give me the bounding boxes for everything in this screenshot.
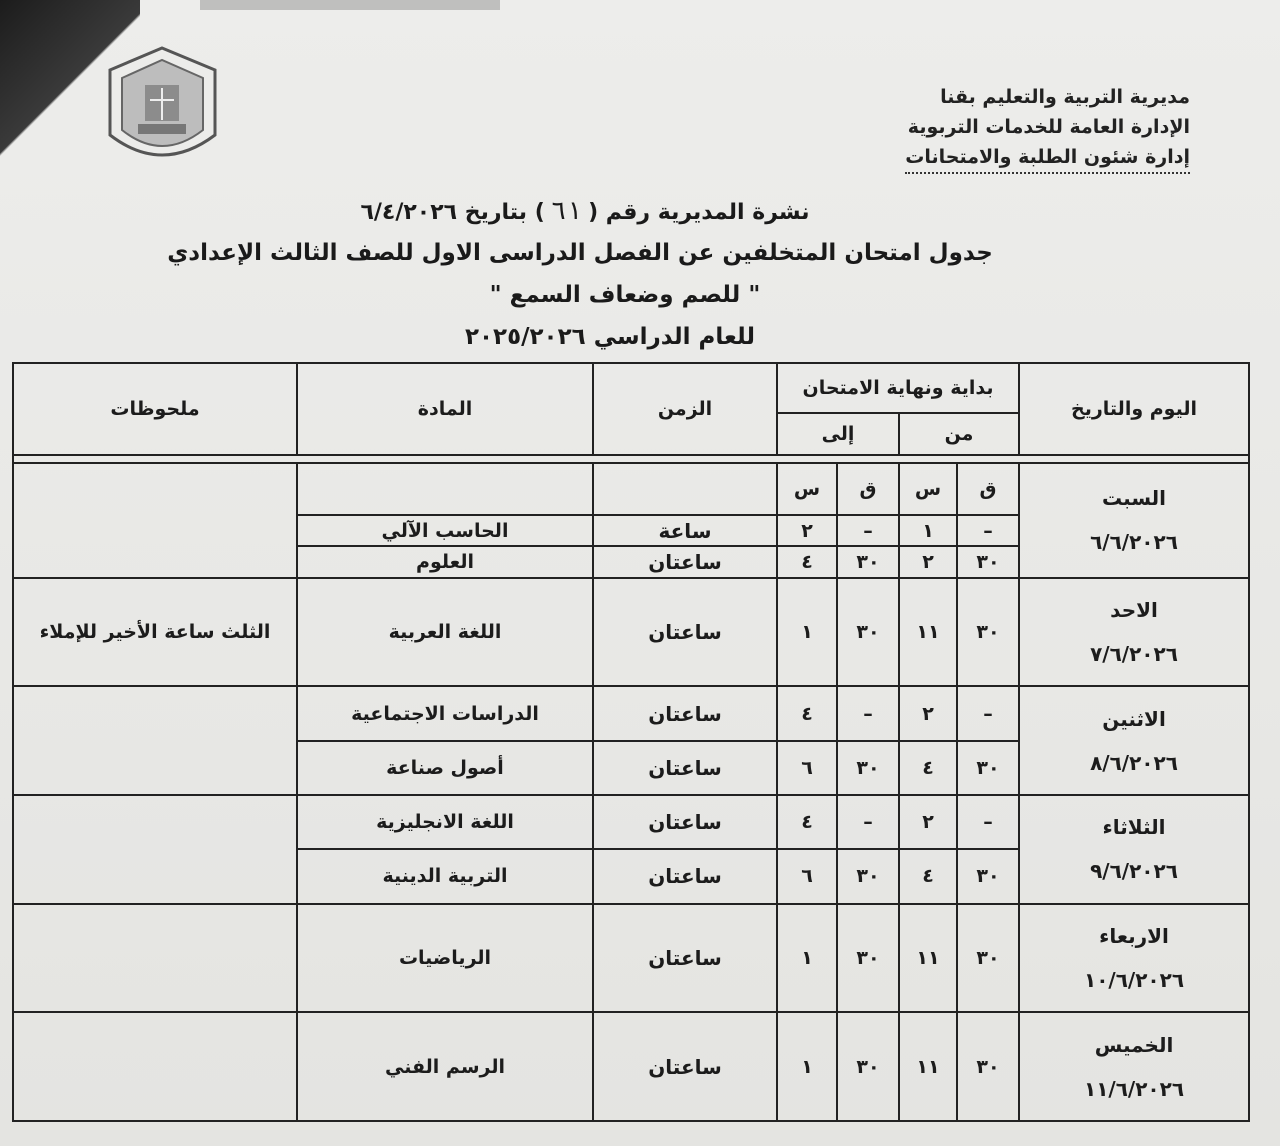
to-hour: ٤ — [777, 546, 837, 577]
notes-cell — [13, 904, 297, 1013]
table-row — [13, 1012, 1249, 1121]
header-start-end: بداية ونهاية الامتحان — [777, 363, 1019, 413]
to-hour: ٦ — [777, 849, 837, 903]
from-minute: ٣٠ — [957, 741, 1019, 795]
header-to: إلى — [777, 413, 899, 455]
duration-cell: ساعتان — [593, 1012, 777, 1121]
header-duration: الزمن — [593, 363, 777, 455]
notes-cell — [13, 795, 297, 904]
table-row — [13, 904, 1249, 1013]
bulletin-number: ٦١ — [550, 196, 583, 226]
subject-cell: الرسم الفني — [297, 1012, 593, 1121]
unit-label: ق — [957, 463, 1019, 515]
academic-year: للعام الدراسي ٢٠٢٥/٢٠٢٦ — [464, 324, 756, 350]
unit-label: ق — [837, 463, 899, 515]
notes-cell — [13, 1012, 297, 1121]
header-from: من — [899, 413, 1019, 455]
duration-cell: ساعتان — [593, 741, 777, 795]
issuer-line-2: الإدارة العامة للخدمات التربوية — [907, 116, 1190, 138]
day-cell — [1019, 686, 1249, 795]
table-row — [13, 463, 1249, 515]
subject-cell: التربية الدينية — [297, 849, 593, 903]
to-minute: ٣٠ — [837, 578, 899, 687]
from-minute: ٣٠ — [957, 849, 1019, 903]
notes-cell — [13, 463, 297, 578]
bulletin-line — [0, 190, 1280, 232]
issuer-header — [905, 82, 1190, 174]
from-hour: ٢ — [899, 686, 957, 740]
day-date: ٨/٦/٢٠٢٦ — [1090, 750, 1178, 775]
day-date: ٧/٦/٢٠٢٦ — [1090, 642, 1178, 667]
day-date: ١٠/٦/٢٠٢٦ — [1083, 967, 1185, 992]
ministry-seal-icon — [100, 40, 225, 180]
day-name: الاثنين — [1102, 706, 1166, 731]
schedule-title: جدول امتحان المتخلفين عن الفصل الدراسى الاول للصف الثالث الإعدادي — [167, 240, 993, 266]
day-name: السبت — [1101, 486, 1167, 511]
to-hour: ٤ — [777, 686, 837, 740]
from-hour: ٤ — [899, 849, 957, 903]
from-minute: ٣٠ — [957, 546, 1019, 577]
table-row — [13, 578, 1249, 687]
scan-edge — [200, 0, 500, 10]
to-hour: ١ — [777, 578, 837, 687]
to-hour: ١ — [777, 904, 837, 1013]
day-cell — [1019, 463, 1249, 578]
notes-cell — [13, 686, 297, 795]
from-minute: ٣٠ — [957, 904, 1019, 1013]
exam-schedule-table — [12, 362, 1250, 1122]
document-titles — [0, 190, 1280, 358]
issuer-line-3: إدارة شئون الطلبة والامتحانات — [905, 142, 1190, 174]
to-hour: ١ — [777, 1012, 837, 1121]
subject-cell: العلوم — [297, 546, 593, 577]
from-minute: – — [957, 515, 1019, 546]
duration-cell — [593, 463, 777, 515]
from-hour: ١١ — [899, 578, 957, 687]
bulletin-suffix: ) بتاريخ ٦/٤/٢٠٢٦ — [360, 200, 545, 225]
day-name: الاربعاء — [1099, 923, 1169, 948]
to-hour: ٦ — [777, 741, 837, 795]
from-minute: – — [957, 795, 1019, 849]
unit-label: س — [777, 463, 837, 515]
duration-cell: ساعتان — [593, 795, 777, 849]
day-date: ٦/٦/٢٠٢٦ — [1090, 530, 1178, 555]
day-date: ١١/٦/٢٠٢٦ — [1083, 1076, 1185, 1101]
day-cell — [1019, 904, 1249, 1013]
duration-cell: ساعتان — [593, 686, 777, 740]
from-hour: ٢ — [899, 546, 957, 577]
notes-cell: الثلث ساعة الأخير للإملاء — [13, 578, 297, 687]
day-name: الاحد — [1110, 598, 1158, 623]
schedule-body — [13, 455, 1249, 1121]
gap-cell — [13, 455, 1249, 463]
table-row — [13, 686, 1249, 740]
header-day-date: اليوم والتاريخ — [1019, 363, 1249, 455]
from-minute: – — [957, 686, 1019, 740]
duration-cell: ساعتان — [593, 578, 777, 687]
audience-title: " للصم وضعاف السمع " — [489, 282, 761, 308]
header-notes: ملحوظات — [13, 363, 297, 455]
header-subject: المادة — [297, 363, 593, 455]
day-cell — [1019, 1012, 1249, 1121]
to-minute: ٣٠ — [837, 741, 899, 795]
from-hour: ١١ — [899, 904, 957, 1013]
issuer-line-1: مديرية التربية والتعليم بقنا — [940, 86, 1190, 108]
day-cell — [1019, 578, 1249, 687]
to-minute: ٣٠ — [837, 1012, 899, 1121]
from-hour: ٢ — [899, 795, 957, 849]
from-hour: ١ — [899, 515, 957, 546]
subject-cell: اللغة الانجليزية — [297, 795, 593, 849]
subject-cell: الحاسب الآلي — [297, 515, 593, 546]
duration-cell: ساعتان — [593, 546, 777, 577]
to-minute: – — [837, 515, 899, 546]
duration-cell: ساعة — [593, 515, 777, 546]
from-hour: ١١ — [899, 1012, 957, 1121]
table-gap — [13, 455, 1249, 463]
to-minute: – — [837, 686, 899, 740]
duration-cell: ساعتان — [593, 849, 777, 903]
to-minute: ٣٠ — [837, 849, 899, 903]
to-hour: ٢ — [777, 515, 837, 546]
to-minute: ٣٠ — [837, 546, 899, 577]
from-minute: ٣٠ — [957, 1012, 1019, 1121]
to-hour: ٤ — [777, 795, 837, 849]
subject-cell: أصول صناعة — [297, 741, 593, 795]
subject-cell: الرياضيات — [297, 904, 593, 1013]
to-minute: ٣٠ — [837, 904, 899, 1013]
from-hour: ٤ — [899, 741, 957, 795]
subject-cell — [297, 463, 593, 515]
unit-label: س — [899, 463, 957, 515]
day-date: ٩/٦/٢٠٢٦ — [1090, 859, 1178, 884]
day-name: الثلاثاء — [1102, 815, 1166, 840]
duration-cell: ساعتان — [593, 904, 777, 1013]
table-row — [13, 795, 1249, 849]
bulletin-prefix: نشرة المديرية رقم ( — [588, 200, 810, 225]
from-minute: ٣٠ — [957, 578, 1019, 687]
subject-cell: اللغة العربية — [297, 578, 593, 687]
to-minute: – — [837, 795, 899, 849]
day-name: الخميس — [1094, 1032, 1174, 1057]
day-cell — [1019, 795, 1249, 904]
subject-cell: الدراسات الاجتماعية — [297, 686, 593, 740]
